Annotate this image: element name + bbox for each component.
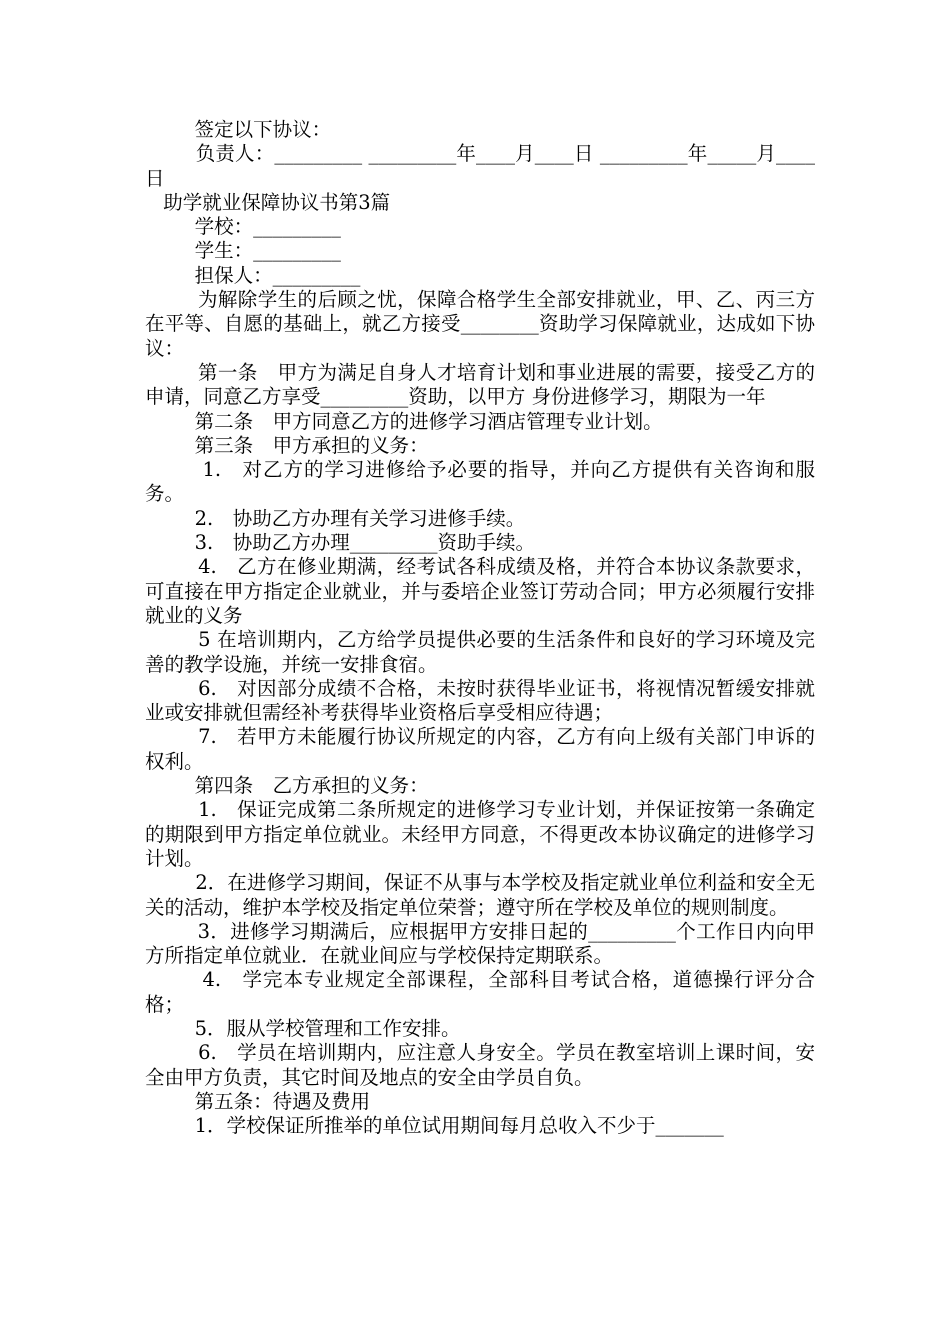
paragraph: 2. 协助乙方办理有关学习进修手续。 — [145, 506, 526, 530]
paragraph: 为解除学生的后顾之忧，保障合格学生全部安排就业，甲、乙、丙三方在平等、自愿的基础上，就乙方接受________资助学习保障就业，达成如下协议： — [145, 288, 815, 360]
paragraph: 第四条 乙方承担的义务： — [145, 774, 429, 798]
paragraph: 学校：_________ — [145, 215, 341, 239]
paragraph: 6. 学员在培训期内，应注意人身安全。学员在教室培训上课时间，安全由甲方负责，其它时间及地点的安全由学员自负。 — [145, 1041, 815, 1089]
paragraph: 担保人：_________ — [145, 263, 361, 287]
section-heading: 助学就业保障协议书第3篇 — [157, 190, 391, 214]
paragraph: 负责人：_________ _________年____月____日 _________年_____月____日 — [145, 142, 815, 190]
paragraph: 第三条 甲方承担的义务： — [145, 433, 429, 457]
paragraph: 3．进修学习期满后，应根据甲方安排日起的_________个工作日内向甲方所指定单位就业．在就业间应与学校保持定期联系。 — [145, 919, 815, 968]
paragraph: 2．在进修学习期间，保证不从事与本学校及指定就业单位利益和安全无关的活动，维护本学校及指定单位荣誉；遵守所在学校及单位的规则制度。 — [145, 871, 815, 919]
paragraph: 第一条 甲方为满足自身人才培育计划和事业进展的需要，接受乙方的申请，同意乙方享受_________资助，以甲方 身份进修学习，期限为一年 — [145, 360, 815, 409]
paragraph: 6. 对因部分成绩不合格，未按时获得毕业证书，将视情况暂缓安排就业或安排就但需经补考获得毕业资格后享受相应待遇； — [145, 676, 815, 725]
paragraph: 5 在培训期内，乙方给学员提供必要的生活条件和良好的学习环境及完善的教学设施，并统一安排食宿。 — [145, 628, 815, 676]
paragraph: 1. 保证完成第二条所规定的进修学习专业计划，并保证按第一条确定的期限到甲方指定单位就业。未经甲方同意，不得更改本协议确定的进修学习计划。 — [145, 798, 815, 870]
paragraph: 第五条：待遇及费用 — [145, 1089, 371, 1113]
paragraph: 签定以下协议： — [145, 118, 332, 141]
paragraph: 7. 若甲方未能履行协议所规定的内容，乙方有向上级有关部门申诉的权利。 — [145, 725, 815, 773]
paragraph: 4. 学完本专业规定全部课程，全部科目考试合格，道德操行评分合格； — [145, 968, 815, 1016]
paragraph: 1. 对乙方的学习进修给予必要的指导，并向乙方提供有关咨询和服务。 — [145, 458, 815, 506]
paragraph: 1．学校保证所推举的单位试用期间每月总收入不少于_______ — [145, 1114, 724, 1138]
paragraph: 4. 乙方在修业期满，经考试各科成绩及格，并符合本协议条款要求，可直接在甲方指定企业就业，并与委培企业签订劳动合同；甲方必须履行安排就业的义务 — [145, 555, 815, 627]
paragraph: 5．服从学校管理和工作安排。 — [145, 1016, 461, 1040]
document-body — [145, 118, 815, 1138]
paragraph: 学生：_________ — [145, 239, 341, 263]
paragraph: 第二条 甲方同意乙方的进修学习酒店管理专业计划。 — [145, 409, 663, 433]
paragraph: 3. 协助乙方办理_________资助手续。 — [145, 531, 535, 555]
